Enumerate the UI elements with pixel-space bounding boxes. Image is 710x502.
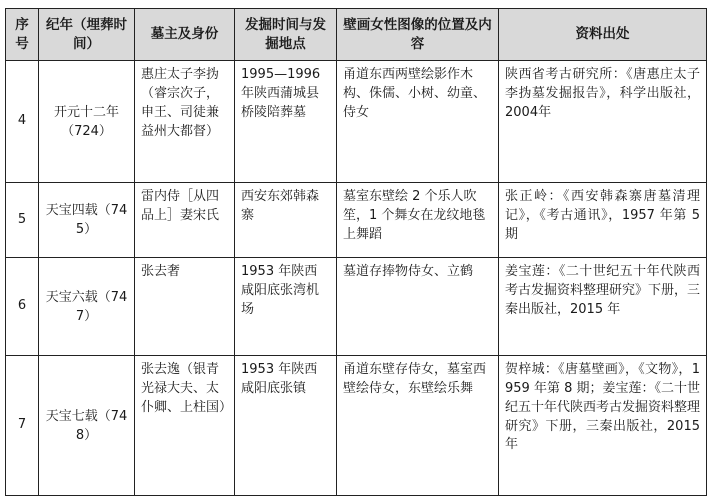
row-excavation: 1953 年陕西咸阳底张湾机场 bbox=[235, 258, 337, 356]
row-era: 天宝四载（745） bbox=[39, 183, 135, 258]
table-row bbox=[6, 183, 707, 258]
row-era: 天宝六载（747） bbox=[39, 258, 135, 356]
header-era: 纪年（埋葬时间） bbox=[39, 9, 135, 61]
table-row bbox=[6, 258, 707, 356]
row-tomb-owner: 惠庄太子李㧑（睿宗次子，申王、司徒兼益州大都督） bbox=[135, 61, 235, 183]
row-tomb-owner: 张去逸（银青光禄大夫、太仆卿、上柱国） bbox=[135, 356, 235, 496]
header-index: 序号 bbox=[6, 9, 39, 61]
header-tomb-owner: 墓主及身份 bbox=[135, 9, 235, 61]
row-index: 5 bbox=[6, 183, 39, 258]
row-index: 4 bbox=[6, 61, 39, 183]
row-mural-content: 甬道东西两壁绘影作木构、侏儒、小树、幼童、侍女 bbox=[337, 61, 499, 183]
row-excavation: 1995—1996年陕西蒲城县桥陵陪葬墓 bbox=[235, 61, 337, 183]
row-mural-content: 墓室东壁绘 2 个乐人吹笙，1 个舞女在龙纹地毯上舞蹈 bbox=[337, 183, 499, 258]
mural-records-table bbox=[5, 8, 707, 496]
row-index: 6 bbox=[6, 258, 39, 356]
header-source: 资料出处 bbox=[499, 9, 707, 61]
row-era: 天宝七载（748） bbox=[39, 356, 135, 496]
row-mural-content: 墓道存捧物侍女、立鹤 bbox=[337, 258, 499, 356]
table-row bbox=[6, 61, 707, 183]
row-excavation: 1953 年陕西咸阳底张镇 bbox=[235, 356, 337, 496]
row-excavation: 西安东郊韩森寨 bbox=[235, 183, 337, 258]
header-mural-content: 壁画女性图像的位置及内容 bbox=[337, 9, 499, 61]
row-index: 7 bbox=[6, 356, 39, 496]
row-era: 开元十二年（724） bbox=[39, 61, 135, 183]
row-source: 姜宝莲：《二十世纪五十年代陕西考古发掘资料整理研究》下册，三秦出版社，2015 年 bbox=[499, 258, 707, 356]
table-row bbox=[6, 356, 707, 496]
table-header-row bbox=[6, 9, 707, 61]
row-tomb-owner: 雷内侍［从四品上］妻宋氏 bbox=[135, 183, 235, 258]
row-source: 陕西省考古研究所：《唐惠庄太子李㧑墓发掘报告》，科学出版社，2004年 bbox=[499, 61, 707, 183]
row-source: 贺梓城：《唐墓壁画》，《文物》，1959 年第 8 期；姜宝莲：《二十世纪五十年代陕西考古发掘资料整理研究》下册，三秦出版社，2015 年 bbox=[499, 356, 707, 496]
row-tomb-owner: 张去奢 bbox=[135, 258, 235, 356]
row-mural-content: 甬道东壁存侍女，墓室西壁绘侍女，东壁绘乐舞 bbox=[337, 356, 499, 496]
row-source: 张正岭：《西安韩森寨唐墓清理记》，《考古通讯》，1957 年第 5 期 bbox=[499, 183, 707, 258]
header-excavation: 发掘时间与发掘地点 bbox=[235, 9, 337, 61]
